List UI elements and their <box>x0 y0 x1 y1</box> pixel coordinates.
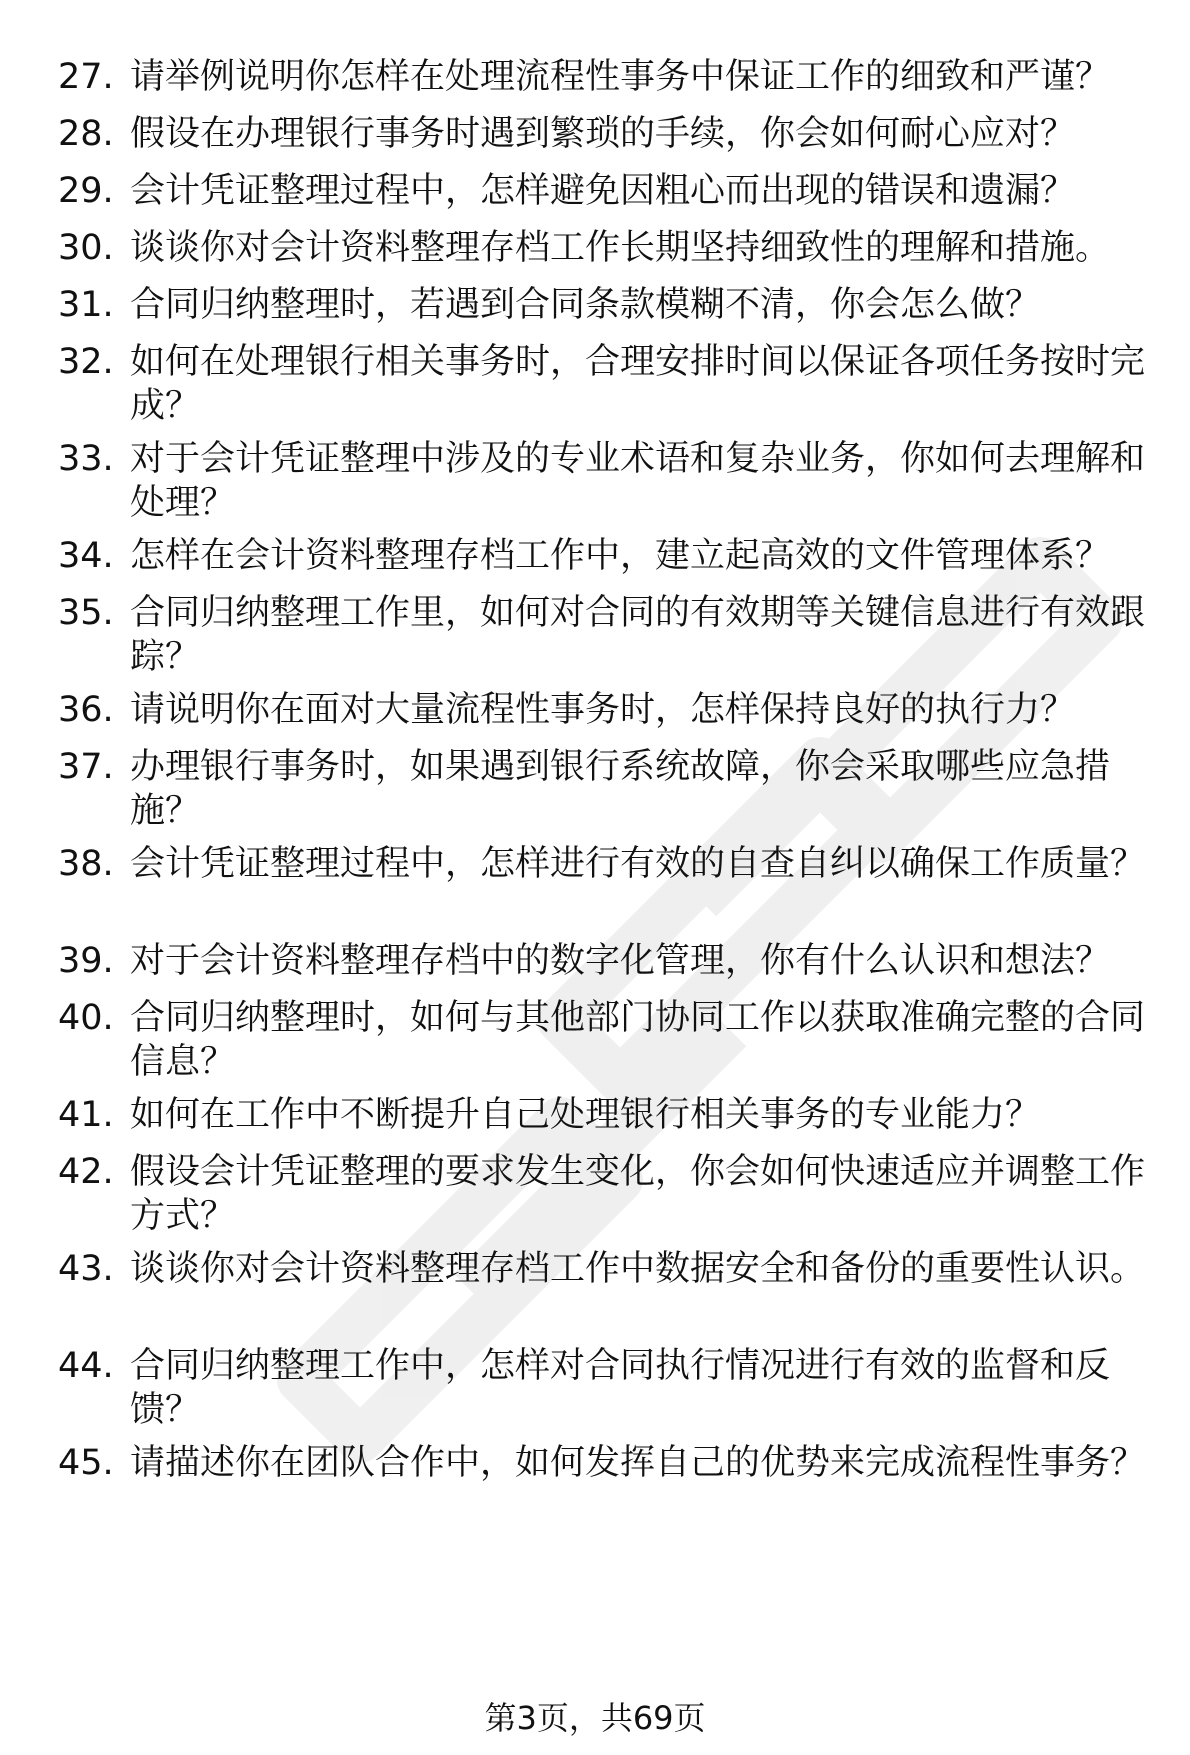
question-text: 怎样在会计资料整理存档工作中，建立起高效的文件管理体系？ <box>130 536 1111 576</box>
question-number: 33. <box>58 439 114 479</box>
question-text: 合同归纳整理工作里，如何对合同的有效期等关键信息进行有效跟踪？ <box>130 593 1146 677</box>
page-footer: 第3页，共69页 <box>484 1699 706 1737</box>
question-item <box>58 1150 1148 1238</box>
question-number: 31. <box>58 285 114 325</box>
question-number: 37. <box>58 747 114 787</box>
question-number: 43. <box>58 1249 114 1289</box>
question-item <box>58 534 1148 578</box>
question-text: 如何在处理银行相关事务时，合理安排时间以保证各项任务按时完成？ <box>130 342 1146 426</box>
question-item <box>58 1344 1148 1432</box>
question-item <box>58 55 1148 99</box>
question-item <box>58 112 1148 156</box>
question-item <box>58 1247 1148 1291</box>
question-number: 34. <box>58 536 114 576</box>
question-number: 41. <box>58 1095 114 1135</box>
question-item <box>58 591 1148 679</box>
question-item <box>58 745 1148 833</box>
question-text: 假设会计凭证整理的要求发生变化，你会如何快速适应并调整工作方式？ <box>130 1152 1146 1236</box>
question-number: 38. <box>58 844 114 884</box>
question-item <box>58 169 1148 213</box>
question-item <box>58 283 1148 327</box>
question-item <box>58 842 1148 886</box>
question-number: 27. <box>58 57 114 97</box>
question-item <box>58 1441 1148 1485</box>
question-text: 请描述你在团队合作中，如何发挥自己的优势来完成流程性事务？ <box>130 1443 1146 1483</box>
question-item <box>58 1093 1148 1137</box>
question-number: 30. <box>58 228 114 268</box>
question-text: 请举例说明你怎样在处理流程性事务中保证工作的细致和严谨？ <box>130 57 1111 97</box>
question-item <box>58 688 1148 732</box>
question-text: 合同归纳整理工作中，怎样对合同执行情况进行有效的监督和反馈？ <box>130 1346 1111 1430</box>
question-item <box>58 226 1148 270</box>
question-text: 请说明你在面对大量流程性事务时，怎样保持良好的执行力？ <box>130 690 1076 730</box>
question-item <box>58 939 1148 983</box>
question-item <box>58 437 1148 525</box>
question-item <box>58 996 1148 1084</box>
question-text: 假设在办理银行事务时遇到繁琐的手续，你会如何耐心应对？ <box>130 114 1076 154</box>
question-number: 45. <box>58 1443 114 1483</box>
question-number: 39. <box>58 941 114 981</box>
question-item <box>58 340 1148 428</box>
question-text: 办理银行事务时，如果遇到银行系统故障，你会采取哪些应急措施？ <box>130 747 1111 831</box>
question-number: 35. <box>58 593 114 633</box>
question-text: 合同归纳整理时，如何与其他部门协同工作以获取准确完整的合同信息？ <box>130 998 1146 1082</box>
question-text: 会计凭证整理过程中，怎样避免因粗心而出现的错误和遗漏？ <box>130 171 1076 211</box>
question-text: 谈谈你对会计资料整理存档工作长期坚持细致性的理解和措施。 <box>130 228 1111 268</box>
question-number: 28. <box>58 114 114 154</box>
question-number: 42. <box>58 1152 114 1192</box>
question-number: 44. <box>58 1346 114 1386</box>
question-number: 29. <box>58 171 114 211</box>
question-number: 36. <box>58 690 114 730</box>
question-number: 40. <box>58 998 114 1038</box>
question-text: 对于会计凭证整理中涉及的专业术语和复杂业务，你如何去理解和处理？ <box>130 439 1146 523</box>
question-text: 谈谈你对会计资料整理存档工作中数据安全和备份的重要性认识。 <box>130 1249 1146 1289</box>
question-number: 32. <box>58 342 114 382</box>
question-text: 合同归纳整理时，若遇到合同条款模糊不清，你会怎么做？ <box>130 285 1041 325</box>
question-text: 如何在工作中不断提升自己处理银行相关事务的专业能力？ <box>130 1095 1041 1135</box>
question-text: 对于会计资料整理存档中的数字化管理，你有什么认识和想法？ <box>130 941 1111 981</box>
question-text: 会计凭证整理过程中，怎样进行有效的自查自纠以确保工作质量？ <box>130 844 1146 884</box>
